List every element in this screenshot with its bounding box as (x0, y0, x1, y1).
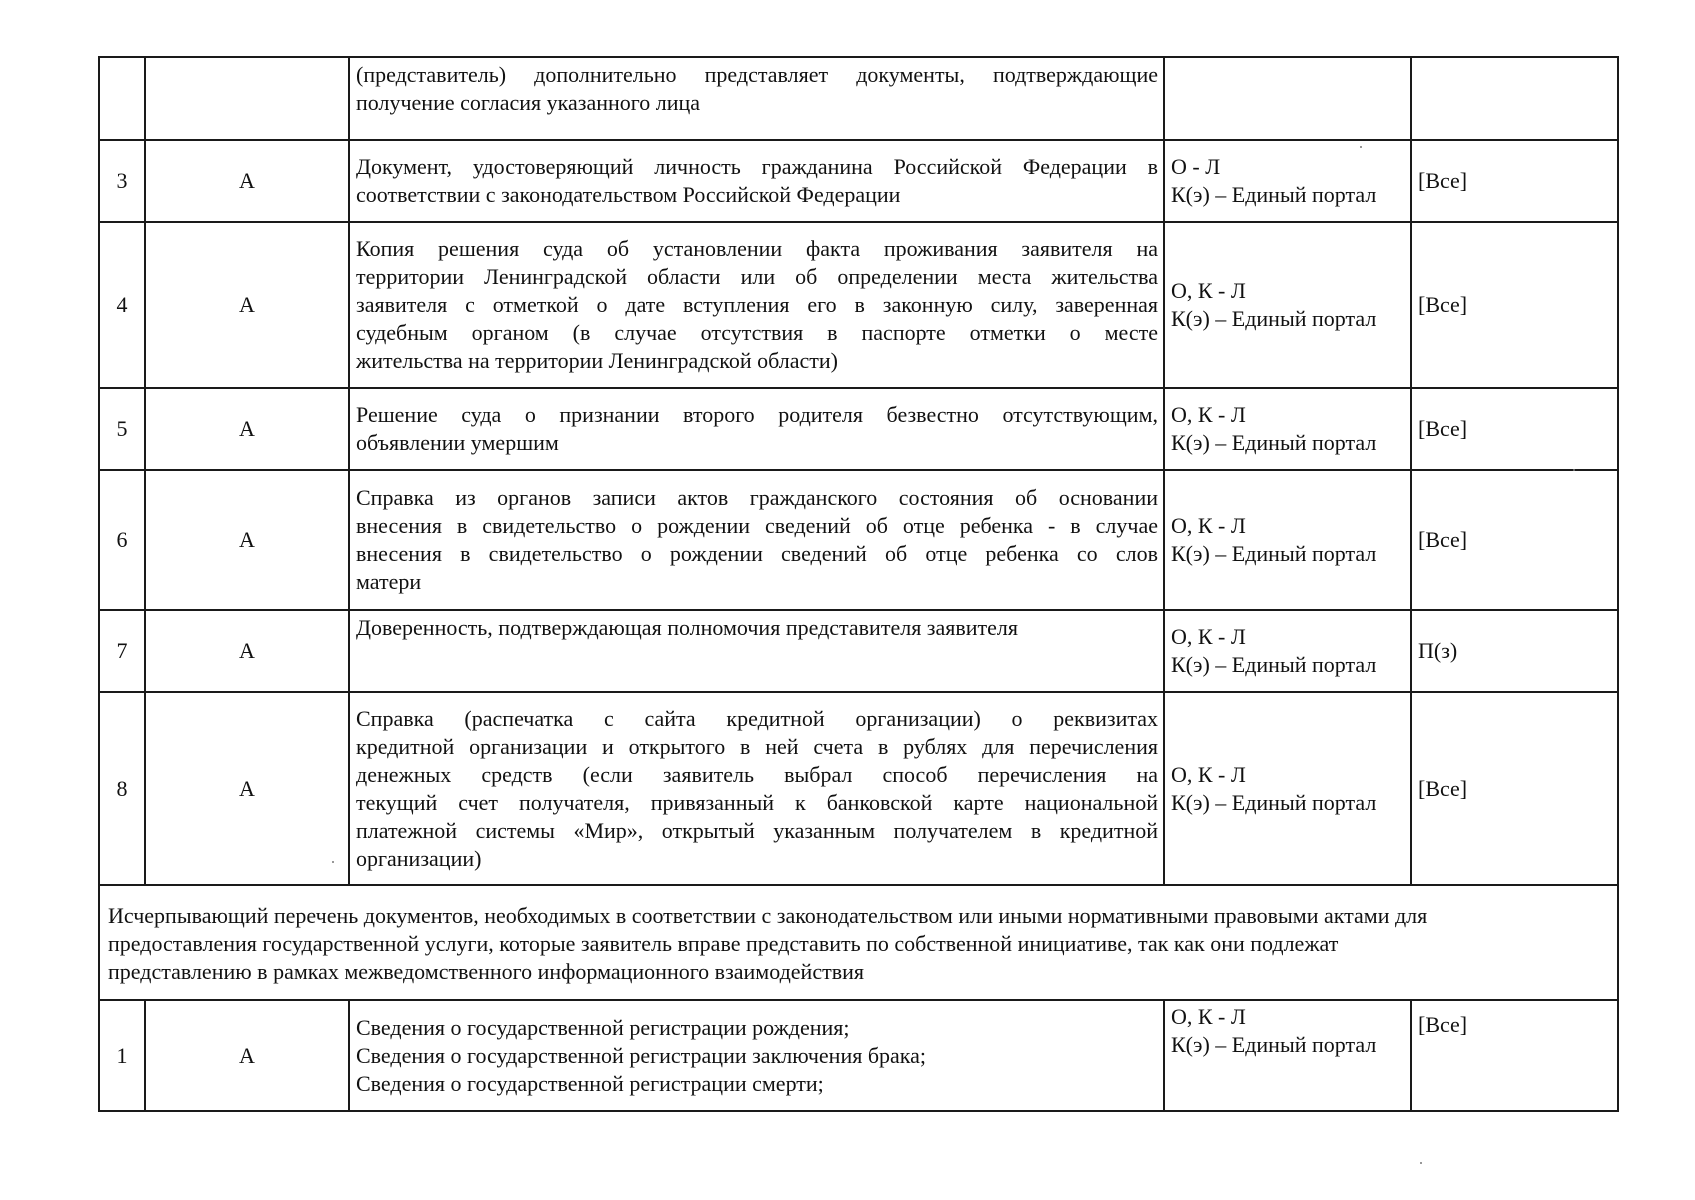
table-row (99, 140, 1618, 222)
description-line: Копия решения суда об установлении факта проживания заявителя на (356, 236, 1158, 261)
form-line: О, К - Л (1171, 1004, 1246, 1029)
form-line: О, К - Л (1171, 402, 1246, 427)
description-cell (349, 57, 1164, 140)
form-cell (1164, 692, 1411, 885)
row-number: 4 (99, 222, 145, 388)
table-row (99, 610, 1618, 692)
row-number: 6 (99, 470, 145, 610)
description-line: платежной системы «Мир», открытый указанным получателем в кредитной (356, 817, 1158, 843)
form-line: К(э) – Единый портал (1171, 1032, 1377, 1057)
table-row (99, 1000, 1618, 1111)
table-row (99, 470, 1618, 610)
form-line: К(э) – Единый портал (1171, 789, 1377, 815)
row-type: А (145, 610, 349, 692)
description-line: Решение суда о признании второго родителя безвестно отсутствующим, (356, 402, 1158, 427)
description-line: текущий счет получателя, привязанный к банковской карте национальной (356, 789, 1158, 815)
form-line: К(э) – Единый портал (1171, 541, 1377, 566)
scan-speck (1420, 1162, 1422, 1164)
table-row (99, 222, 1618, 388)
form-line: О - Л (1171, 154, 1221, 179)
description-line: Справка (распечатка с сайта кредитной организации) о реквизитах (356, 705, 1158, 731)
scan-speck (1573, 469, 1575, 471)
description-line: жительства на территории Ленинградской области) (356, 348, 838, 373)
scope-cell (1411, 57, 1618, 140)
table-row (99, 388, 1618, 470)
row-number: 7 (99, 610, 145, 692)
table-row (99, 692, 1618, 885)
row-type: А (145, 140, 349, 222)
description-line: денежных средств (если заявитель выбрал способ перечисления на (356, 761, 1158, 787)
documents-table (98, 56, 1619, 1112)
row-type: А (145, 692, 349, 885)
description-cell (349, 610, 1164, 692)
description-cell (349, 1000, 1164, 1111)
type-cell (145, 57, 349, 140)
description-line: кредитной организации и открытого в ней счета в рублях для перечисления (356, 733, 1158, 759)
form-cell (1164, 57, 1411, 140)
form-cell (1164, 470, 1411, 610)
description-line: объявлении умершим (356, 430, 559, 455)
description-cell (349, 388, 1164, 470)
form-line: О, К - Л (1171, 761, 1246, 787)
table-row-continuation (99, 57, 1618, 140)
description-line: (представитель) дополнительно представляет документы, подтверждающие (356, 62, 1158, 87)
row-type: А (145, 222, 349, 388)
description-line: внесения в свидетельство о рождении сведений об отце ребенка со слов (356, 541, 1158, 566)
row-scope: [Все] (1411, 140, 1618, 222)
section-heading (99, 885, 1618, 1000)
description-line: территории Ленинградской области или об определении места жительства (356, 264, 1158, 289)
row-type: А (145, 470, 349, 610)
description-line: Сведения о государственной регистрации заключения брака; (356, 1042, 927, 1068)
row-scope: П(з) (1411, 610, 1618, 692)
description-line: организации) (356, 845, 482, 871)
description-line: Доверенность, подтверждающая полномочия представителя заявителя (356, 615, 1019, 640)
row-scope: [Все] (1411, 1000, 1618, 1111)
description-line: матери (356, 569, 422, 594)
form-line: О, К - Л (1171, 624, 1246, 649)
form-cell (1164, 388, 1411, 470)
row-type: А (145, 388, 349, 470)
row-scope: [Все] (1411, 692, 1618, 885)
form-line: К(э) – Единый портал (1171, 430, 1377, 455)
row-number: 3 (99, 140, 145, 222)
description-cell (349, 692, 1164, 885)
description-cell (349, 140, 1164, 222)
number-cell (99, 57, 145, 140)
description-line: заявителя с отметкой о дате вступления его в законную силу, заверенная (356, 292, 1158, 317)
description-line: Сведения о государственной регистрации рождения; (356, 1014, 850, 1040)
description-line: Сведения о государственной регистрации смерти; (356, 1070, 824, 1096)
form-line: К(э) – Единый портал (1171, 652, 1377, 677)
form-line: О, К - Л (1171, 513, 1246, 538)
row-number: 8 (99, 692, 145, 885)
form-line: К(э) – Единый портал (1171, 182, 1377, 207)
form-line: К(э) – Единый портал (1171, 306, 1377, 331)
section-heading-line: Исчерпывающий перечень документов, необходимых в соответствии с законодательством или иными нормативными правовыми актами для (108, 902, 1428, 928)
form-line: О, К - Л (1171, 278, 1246, 303)
description-line: Документ, удостоверяющий личность гражданина Российской Федерации в (356, 154, 1158, 179)
section-heading-row (99, 885, 1618, 1000)
row-type: А (145, 1000, 349, 1111)
description-cell (349, 470, 1164, 610)
description-cell (349, 222, 1164, 388)
form-cell (1164, 1000, 1411, 1111)
section-heading-line: представлению в рамках межведомственного информационного взаимодействия (108, 958, 864, 984)
form-cell (1164, 222, 1411, 388)
scan-speck (332, 861, 334, 863)
row-scope: [Все] (1411, 388, 1618, 470)
form-cell (1164, 610, 1411, 692)
description-line: судебным органом (в случае отсутствия в паспорте отметки о месте (356, 320, 1158, 345)
form-cell (1164, 140, 1411, 222)
description-line: соответствии с законодательством Российской Федерации (356, 182, 901, 207)
description-line: Справка из органов записи актов гражданского состояния об основании (356, 485, 1158, 510)
section-heading-line: предоставления государственной услуги, которые заявитель вправе представить по собственной инициативе, так как они подлежат (108, 930, 1339, 956)
row-number: 1 (99, 1000, 145, 1111)
row-number: 5 (99, 388, 145, 470)
row-scope: [Все] (1411, 222, 1618, 388)
row-scope: [Все] (1411, 470, 1618, 610)
description-line: внесения в свидетельство о рождении сведений об отце ребенка - в случае (356, 513, 1158, 538)
scan-speck (1360, 146, 1362, 148)
description-line: получение согласия указанного лица (356, 90, 701, 115)
